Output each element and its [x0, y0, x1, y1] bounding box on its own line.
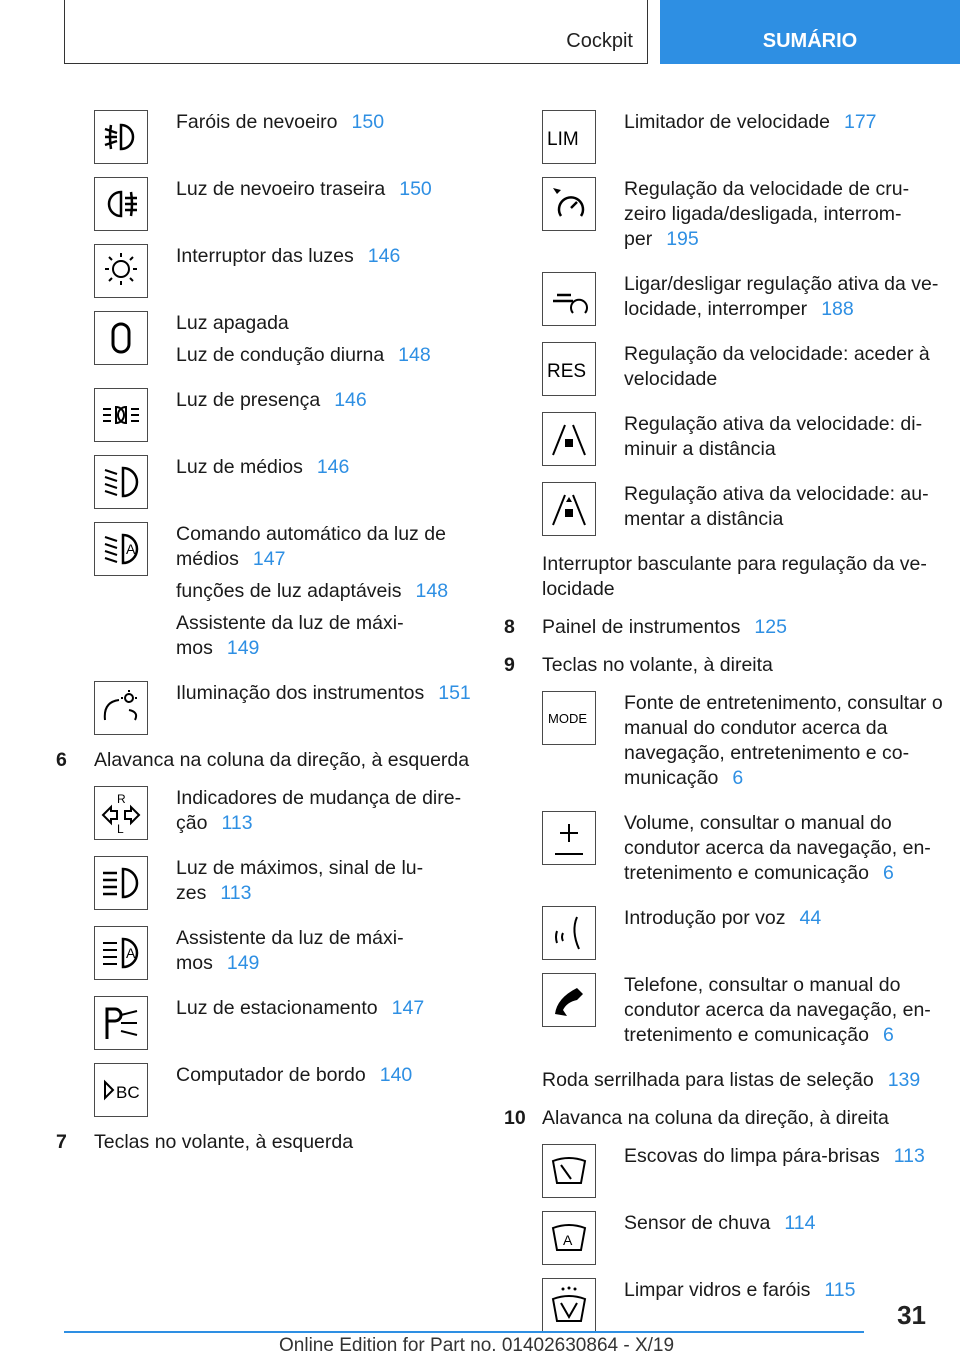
- footer-rule: [64, 1331, 864, 1333]
- item-label: Comando automático da luz de médios: [176, 523, 446, 570]
- left-column: [56, 110, 476, 1168]
- item-label: Indicadores de mudança de dire-ção: [176, 787, 462, 834]
- section-10: 10 Alavanca na coluna da direção, à direita: [504, 1107, 889, 1129]
- icon-list-item: [56, 996, 476, 1050]
- icon-list-item: [504, 342, 944, 399]
- phone-icon: [542, 973, 596, 1027]
- volume-icon: [542, 811, 596, 865]
- item-label: Luz de condução diurna: [176, 344, 385, 366]
- icon-list-item: [504, 272, 944, 329]
- item-label: Ligar/desligar regulação ativa da ve-locidade, interromper: [624, 273, 939, 320]
- page-link[interactable]: 177: [843, 111, 877, 133]
- section-8: 8 Painel de instrumentos 125: [504, 616, 787, 638]
- icon-list-item: [56, 522, 476, 668]
- page-link[interactable]: 114: [784, 1212, 816, 1234]
- svg-text:A: A: [126, 945, 136, 961]
- icon-list-item: [56, 856, 476, 913]
- page-link[interactable]: 149: [226, 952, 260, 974]
- page-link[interactable]: 113: [221, 812, 253, 834]
- light-switch-icon: [94, 244, 148, 298]
- page-link[interactable]: 150: [399, 178, 432, 200]
- page-link[interactable]: 6: [732, 767, 744, 789]
- icon-list-item: [56, 786, 476, 843]
- item-label: funções de luz adaptáveis: [176, 580, 402, 602]
- page-link[interactable]: 146: [316, 456, 350, 478]
- item-label: Assistente da luz de máxi-mos: [176, 612, 404, 659]
- svg-text:L: L: [117, 822, 124, 835]
- footer-edition: Online Edition for Part no. 01402630864 - X/19: [279, 1335, 675, 1356]
- onboard-computer-icon: [94, 1063, 148, 1117]
- header-section-title: Cockpit: [566, 30, 633, 52]
- icon-list-item: [504, 110, 944, 164]
- high-beam-assist-icon: [94, 926, 148, 980]
- icon-list-item: [504, 482, 944, 539]
- item-label: Sensor de chuva: [624, 1212, 771, 1234]
- icon-list-item: [504, 1144, 944, 1198]
- page-number: 31: [897, 1300, 926, 1330]
- instrument-lighting-icon: [94, 681, 148, 735]
- page-link[interactable]: 147: [252, 548, 286, 570]
- rain-sensor-icon: [542, 1211, 596, 1265]
- svg-text:RES: RES: [547, 361, 587, 382]
- item-label: Luz de médios: [176, 456, 303, 478]
- icon-list-item: [504, 691, 944, 798]
- item-label: Luz de presença: [176, 389, 321, 411]
- item-label: Regulação da velocidade de cru-zeiro ligada/desligada, interrom-per: [624, 178, 910, 250]
- item-label: Escovas do limpa pára-brisas: [624, 1145, 880, 1167]
- distance-decrease-icon: [542, 412, 596, 466]
- icon-list-item: [56, 926, 476, 983]
- page-link[interactable]: 188: [821, 298, 854, 320]
- page-link[interactable]: 6: [882, 1024, 894, 1046]
- icon-list-item: [56, 455, 476, 509]
- mode-icon: [542, 691, 596, 745]
- svg-text:A: A: [126, 541, 136, 557]
- page-link[interactable]: 113: [893, 1145, 925, 1167]
- icon-list-item: [56, 177, 476, 231]
- icon-list-item: [56, 1063, 476, 1117]
- svg-text:A: A: [563, 1232, 573, 1248]
- washer-icon: [542, 1278, 596, 1332]
- parking-lamp-icon: [94, 996, 148, 1050]
- right-column: [504, 110, 944, 1345]
- page-link[interactable]: 44: [799, 907, 822, 929]
- page-link[interactable]: 113: [220, 882, 252, 904]
- item-label: Iluminação dos instrumentos: [176, 682, 425, 704]
- item-label: Interruptor das luzes: [176, 245, 354, 267]
- page-link[interactable]: 115: [824, 1279, 856, 1301]
- resume-speed-icon: [542, 342, 596, 396]
- item-label: Faróis de nevoeiro: [176, 111, 338, 133]
- item-label: Limpar vidros e faróis: [624, 1279, 811, 1301]
- parking-light-icon: [94, 388, 148, 442]
- page-link[interactable]: 125: [754, 616, 787, 638]
- rear-fog-light-icon: [94, 177, 148, 231]
- fog-light-icon: [94, 110, 148, 164]
- rocker-switch-text: Interruptor basculante para regulação da ve-locidade: [542, 553, 927, 600]
- section-9: 9 Teclas no volante, à direita: [504, 654, 773, 676]
- item-label: Introdução por voz: [624, 907, 786, 929]
- item-label: Assistente da luz de máxi-mos: [176, 927, 404, 974]
- page-link[interactable]: 148: [398, 344, 431, 366]
- icon-list-item: [504, 906, 944, 960]
- voice-input-icon: [542, 906, 596, 960]
- icon-list-item: [56, 388, 476, 442]
- item-label: Regulação ativa da velocidade: au-mentar a distância: [624, 483, 929, 530]
- icon-list-item: [56, 110, 476, 164]
- icon-list-item: [504, 973, 944, 1055]
- page-link[interactable]: 6: [882, 862, 894, 884]
- selection-wheel-text: Roda serrilhada para listas de seleção 139: [542, 1069, 921, 1091]
- header-section-box: [64, 0, 648, 64]
- item-label: Regulação da velocidade: aceder à velocidade: [624, 343, 930, 390]
- icon-list-item: [504, 1211, 944, 1265]
- page-link[interactable]: 147: [391, 997, 425, 1019]
- page-link[interactable]: 146: [334, 389, 367, 411]
- toc-button[interactable]: SUMÁRIO: [660, 0, 960, 64]
- icon-list-item: [504, 177, 944, 259]
- page-link[interactable]: 140: [379, 1064, 413, 1086]
- page-link[interactable]: 150: [351, 111, 385, 133]
- high-beam-icon: [94, 856, 148, 910]
- svg-text:BC: BC: [116, 1083, 140, 1102]
- page-link[interactable]: 151: [438, 682, 471, 704]
- svg-text:R: R: [117, 792, 126, 806]
- page-link[interactable]: 149: [226, 637, 260, 659]
- section-7: 7 Teclas no volante, à esquerda: [56, 1131, 354, 1153]
- item-label: Volume, consultar o manual do condutor acerca da navegação, en-tretenimento e comunicação: [624, 812, 931, 884]
- svg-text:MODE: MODE: [548, 711, 587, 726]
- icon-list-item: [504, 811, 944, 893]
- turn-signal-icon: [94, 786, 148, 840]
- item-label: Luz de nevoeiro traseira: [176, 178, 386, 200]
- page-link[interactable]: 139: [887, 1069, 921, 1091]
- icon-list-item: [56, 244, 476, 298]
- icon-list-item: [504, 412, 944, 469]
- page-link[interactable]: 146: [367, 245, 401, 267]
- distance-increase-icon: [542, 482, 596, 536]
- item-label: Luz apagada: [176, 312, 289, 334]
- active-cruise-icon: [542, 272, 596, 326]
- icon-list-item: [56, 681, 476, 735]
- section-6: 6 Alavanca na coluna da direção, à esquerda: [56, 749, 470, 771]
- item-label: Telefone, consultar o manual do condutor acerca da navegação, en-tretenimento e comunicação: [624, 974, 931, 1046]
- icon-list-item: [56, 311, 476, 375]
- speed-limiter-icon: [542, 110, 596, 164]
- item-label: Fonte de entretenimento, consultar o manual do condutor acerca da navegação, entretenimento e co-municação: [624, 692, 943, 789]
- item-label: Regulação ativa da velocidade: di-minuir a distância: [624, 413, 923, 460]
- cruise-control-icon: [542, 177, 596, 231]
- wiper-icon: [542, 1144, 596, 1198]
- auto-low-beam-icon: [94, 522, 148, 576]
- low-beam-icon: [94, 455, 148, 509]
- icon-list-item: [504, 1278, 944, 1332]
- item-label: Computador de bordo: [176, 1064, 366, 1086]
- light-off-icon: [94, 311, 148, 365]
- item-label: Limitador de velocidade: [624, 111, 830, 133]
- page-link[interactable]: 195: [666, 228, 699, 250]
- page-link[interactable]: 148: [415, 580, 449, 602]
- item-label: Luz de estacionamento: [176, 997, 378, 1019]
- svg-text:LIM: LIM: [547, 129, 579, 150]
- item-label: Luz de máximos, sinal de lu-zes: [176, 857, 424, 904]
